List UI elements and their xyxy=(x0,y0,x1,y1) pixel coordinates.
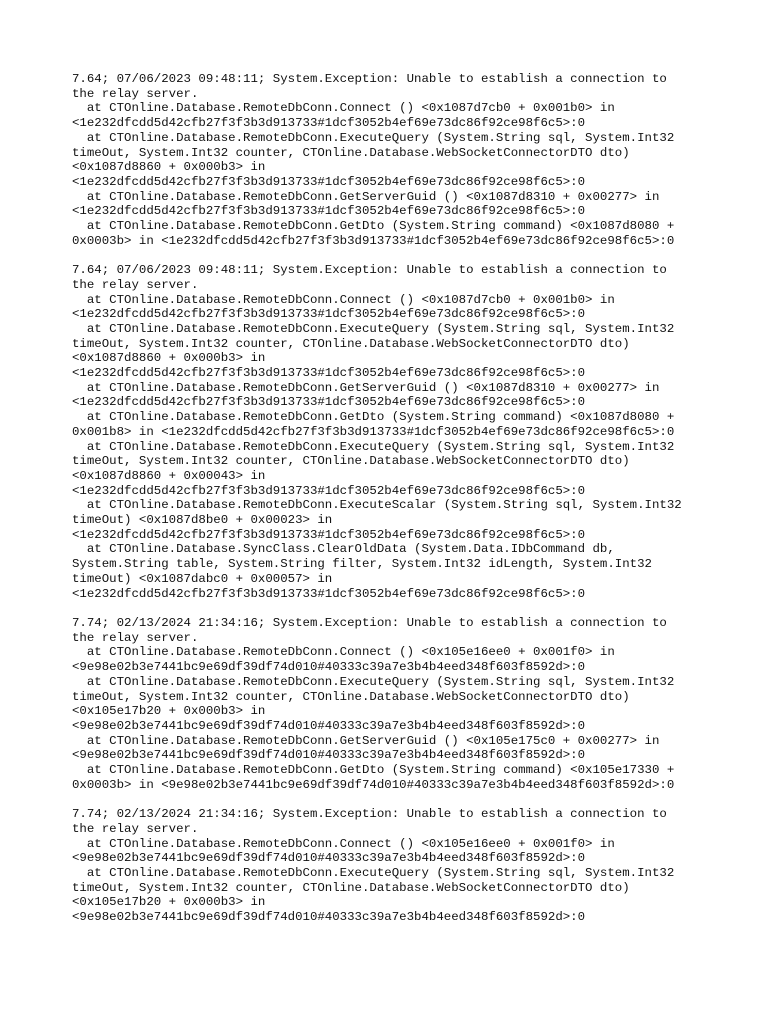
log-entry xyxy=(72,616,712,792)
log-line: at CTOnline.Database.RemoteDbConn.GetDto (System.String command) <0x1087d8080 + xyxy=(72,219,675,234)
log-line: at CTOnline.Database.RemoteDbConn.Connect () <0x1087d7cb0 + 0x001b0> in xyxy=(72,101,615,116)
log-line: timeOut, System.Int32 counter, CTOnline.Database.WebSocketConnectorDTO dto) xyxy=(72,145,630,160)
log-line: at CTOnline.Database.RemoteDbConn.GetServerGuid () <0x105e175c0 + 0x00277> in xyxy=(72,733,660,748)
log-line: <1e232dfcdd5d42cfb27f3f3b3d913733#1dcf3052b4ef69e73dc86f92ce98f6c5>:0 xyxy=(72,483,586,498)
log-line: at CTOnline.Database.RemoteDbConn.GetDto (System.String command) <0x105e17330 + xyxy=(72,763,675,778)
log-line: 7.64; 07/06/2023 09:48:11; System.Exception: Unable to establish a connection to xyxy=(72,72,667,86)
log-line: <1e232dfcdd5d42cfb27f3f3b3d913733#1dcf3052b4ef69e73dc86f92ce98f6c5>:0 xyxy=(72,116,586,131)
log-line: <0x1087d8860 + 0x00043> in xyxy=(72,468,266,483)
log-line: at CTOnline.Database.RemoteDbConn.ExecuteQuery (System.String sql, System.Int32 xyxy=(72,674,675,689)
log-line: timeOut, System.Int32 counter, CTOnline.Database.WebSocketConnectorDTO dto) xyxy=(72,454,630,469)
log-line: at CTOnline.Database.RemoteDbConn.GetDto (System.String command) <0x1087d8080 + xyxy=(72,410,675,425)
log-line: <1e232dfcdd5d42cfb27f3f3b3d913733#1dcf3052b4ef69e73dc86f92ce98f6c5>:0 xyxy=(72,586,586,601)
log-line: timeOut) <0x1087d8be0 + 0x00023> in xyxy=(72,513,333,528)
log-entry xyxy=(72,807,712,925)
log-line: at CTOnline.Database.RemoteDbConn.ExecuteQuery (System.String sql, System.Int32 xyxy=(72,130,675,145)
log-line: at CTOnline.Database.RemoteDbConn.Connect () <0x1087d7cb0 + 0x001b0> in xyxy=(72,292,615,307)
log-line: <1e232dfcdd5d42cfb27f3f3b3d913733#1dcf3052b4ef69e73dc86f92ce98f6c5>:0 xyxy=(72,174,586,189)
log-line: 7.74; 02/13/2024 21:34:16; System.Exception: Unable to establish a connection to xyxy=(72,807,667,822)
log-line: System.String table, System.String filter, System.Int32 idLength, System.Int32 xyxy=(72,557,652,572)
log-line: the relay server. xyxy=(72,277,199,292)
log-line: at CTOnline.Database.RemoteDbConn.ExecuteQuery (System.String sql, System.Int32 xyxy=(72,439,675,454)
log-line: <0x1087d8860 + 0x000b3> in xyxy=(72,160,266,175)
log-line: <1e232dfcdd5d42cfb27f3f3b3d913733#1dcf3052b4ef69e73dc86f92ce98f6c5>:0 xyxy=(72,366,586,381)
log-entry xyxy=(72,72,712,248)
log-line: timeOut, System.Int32 counter, CTOnline.Database.WebSocketConnectorDTO dto) xyxy=(72,880,630,895)
log-document xyxy=(72,72,712,939)
log-line: <9e98e02b3e7441bc9e69df39df74d010#40333c39a7e3b4b4eed348f603f8592d>:0 xyxy=(72,851,586,866)
log-line: <1e232dfcdd5d42cfb27f3f3b3d913733#1dcf3052b4ef69e73dc86f92ce98f6c5>:0 xyxy=(72,307,586,322)
log-line: at CTOnline.Database.RemoteDbConn.ExecuteQuery (System.String sql, System.Int32 xyxy=(72,321,675,336)
log-line: <0x105e17b20 + 0x000b3> in xyxy=(72,895,266,910)
log-entry xyxy=(72,263,712,601)
log-line: the relay server. xyxy=(72,821,199,836)
log-line: <9e98e02b3e7441bc9e69df39df74d010#40333c39a7e3b4b4eed348f603f8592d>:0 xyxy=(72,718,586,733)
log-line: 7.74; 02/13/2024 21:34:16; System.Exception: Unable to establish a connection to xyxy=(72,615,667,630)
log-line: the relay server. xyxy=(72,630,199,645)
log-line: at CTOnline.Database.SyncClass.ClearOldData (System.Data.IDbCommand db, xyxy=(72,542,615,557)
log-line: at CTOnline.Database.RemoteDbConn.GetServerGuid () <0x1087d8310 + 0x00277> in xyxy=(72,189,660,204)
log-line: <9e98e02b3e7441bc9e69df39df74d010#40333c39a7e3b4b4eed348f603f8592d>:0 xyxy=(72,660,586,675)
log-line: <1e232dfcdd5d42cfb27f3f3b3d913733#1dcf3052b4ef69e73dc86f92ce98f6c5>:0 xyxy=(72,527,586,542)
log-line: at CTOnline.Database.RemoteDbConn.GetServerGuid () <0x1087d8310 + 0x00277> in xyxy=(72,380,660,395)
log-line: <1e232dfcdd5d42cfb27f3f3b3d913733#1dcf3052b4ef69e73dc86f92ce98f6c5>:0 xyxy=(72,395,586,410)
log-line: the relay server. xyxy=(72,86,199,101)
log-line: 0x0003b> in <1e232dfcdd5d42cfb27f3f3b3d913733#1dcf3052b4ef69e73dc86f92ce98f6c5>:0 xyxy=(72,233,675,248)
log-line: timeOut) <0x1087dabc0 + 0x00057> in xyxy=(72,571,333,586)
log-line: 7.64; 07/06/2023 09:48:11; System.Exception: Unable to establish a connection to xyxy=(72,263,667,278)
log-line: at CTOnline.Database.RemoteDbConn.ExecuteQuery (System.String sql, System.Int32 xyxy=(72,865,675,880)
log-line: 0x0003b> in <9e98e02b3e7441bc9e69df39df74d010#40333c39a7e3b4b4eed348f603f8592d>:0 xyxy=(72,777,675,792)
log-line: at CTOnline.Database.RemoteDbConn.Connect () <0x105e16ee0 + 0x001f0> in xyxy=(72,645,615,660)
log-line: <1e232dfcdd5d42cfb27f3f3b3d913733#1dcf3052b4ef69e73dc86f92ce98f6c5>:0 xyxy=(72,204,586,219)
log-line: 0x001b8> in <1e232dfcdd5d42cfb27f3f3b3d913733#1dcf3052b4ef69e73dc86f92ce98f6c5>:0 xyxy=(72,424,675,439)
log-line: at CTOnline.Database.RemoteDbConn.Connect () <0x105e16ee0 + 0x001f0> in xyxy=(72,836,615,851)
log-line: <9e98e02b3e7441bc9e69df39df74d010#40333c39a7e3b4b4eed348f603f8592d>:0 xyxy=(72,910,586,925)
log-line: <9e98e02b3e7441bc9e69df39df74d010#40333c39a7e3b4b4eed348f603f8592d>:0 xyxy=(72,748,586,763)
log-line: <0x105e17b20 + 0x000b3> in xyxy=(72,704,266,719)
log-line: <0x1087d8860 + 0x000b3> in xyxy=(72,351,266,366)
log-line: timeOut, System.Int32 counter, CTOnline.Database.WebSocketConnectorDTO dto) xyxy=(72,689,630,704)
log-line: timeOut, System.Int32 counter, CTOnline.Database.WebSocketConnectorDTO dto) xyxy=(72,336,630,351)
log-line: at CTOnline.Database.RemoteDbConn.ExecuteScalar (System.String sql, System.Int32 xyxy=(72,498,682,513)
